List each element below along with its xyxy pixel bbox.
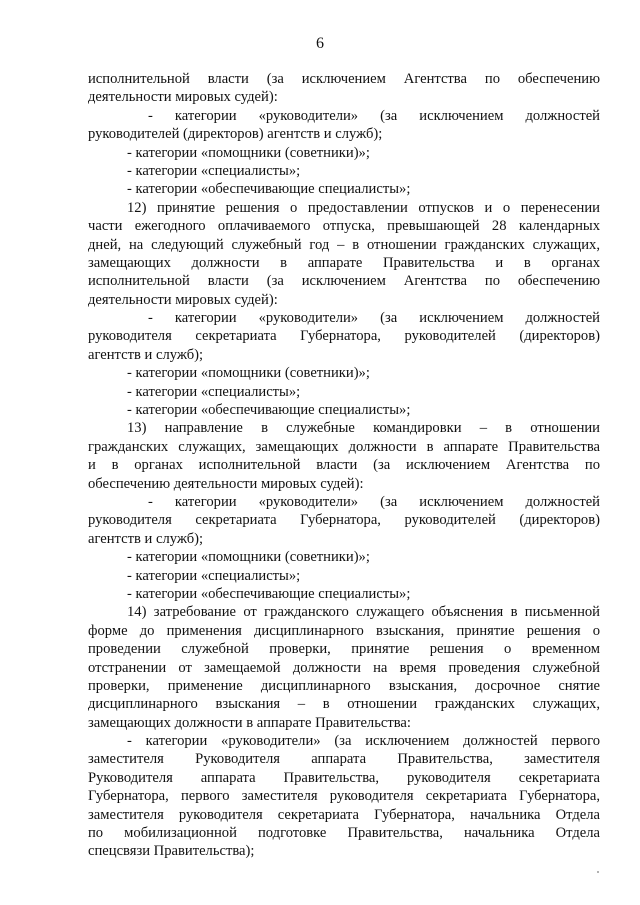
text-line: руководителя секретариата Губернатора, руководителей (директоров) <box>88 328 600 345</box>
text-line: исполнительной власти (за исключением Агентства по обеспечению <box>88 71 600 87</box>
text-line: 12) принятие решения о предоставлении отпусков и о перенесении <box>127 199 600 216</box>
text-line: агентств и служб); <box>88 346 204 363</box>
text-line: - категории «руководители» (за исключением должностей <box>148 310 600 327</box>
text-line: - категории «руководители» (за исключением должностей первого <box>127 733 600 750</box>
text-line: Руководителя аппарата Правительства, руководителя секретариата <box>88 769 600 786</box>
text-line: - категории «помощники (советники)»; <box>127 549 370 566</box>
text-line: отстранении от замещаемой должности на время проведения служебной <box>88 659 600 676</box>
text-line: руководителей (директоров) агентств и служб); <box>88 126 383 143</box>
text-line: - категории «специалисты»; <box>127 162 301 179</box>
text-line: и в органах исполнительной власти (за исключением Агентства по <box>88 457 600 474</box>
text-line: обеспечению деятельности мировых судей): <box>88 475 364 492</box>
text-line: руководителя секретариата Губернатора, руководителей (директоров) <box>88 512 600 529</box>
text-line: дисциплинарного взыскания – в отношении гражданских служащих, <box>88 696 600 713</box>
scan-speck <box>597 871 599 873</box>
text-line: проведении служебной проверки, принятие решения о временном <box>88 641 600 658</box>
text-line: агентств и служб); <box>88 530 204 547</box>
text-line: - категории «специалисты»; <box>127 567 301 584</box>
text-line: - категории «обеспечивающие специалисты»; <box>127 585 411 602</box>
text-line: дней, на следующий служебный год – в отношении гражданских служащих, <box>88 236 600 253</box>
text-line: форме до применения дисциплинарного взыскания, принятие решения о <box>88 622 600 639</box>
text-line: исполнительной власти (за исключением Агентства по обеспечению <box>88 273 600 290</box>
text-line: деятельности мировых судей): <box>88 291 278 308</box>
text-line: проверки, применение дисциплинарного взыскания, досрочное снятие <box>88 677 600 694</box>
text-line: - категории «обеспечивающие специалисты»; <box>127 402 411 419</box>
text-line: заместителя Руководителя аппарата Правительства, заместителя <box>88 751 600 768</box>
text-line: Губернатора, первого заместителя руководителя секретариата Губернатора, <box>88 788 600 805</box>
text-line: - категории «помощники (советники)»; <box>127 144 370 161</box>
text-line: заместителя руководителя секретариата Губернатора, начальника Отдела <box>88 806 600 823</box>
text-line: 14) затребование от гражданского служащего объяснения в письменной <box>127 604 600 621</box>
document-body <box>88 70 600 861</box>
text-line: - категории «руководители» (за исключением должностей <box>148 493 600 510</box>
text-line: замещающих должности в аппарате Правительства: <box>88 714 411 731</box>
text-line: 13) направление в служебные командировки – в отношении <box>127 420 600 437</box>
page-number: 6 <box>316 35 324 52</box>
text-line: деятельности мировых судей): <box>88 89 278 106</box>
text-line: гражданских служащих, замещающих должности в аппарате Правительства <box>88 438 600 455</box>
text-line: - категории «обеспечивающие специалисты»; <box>127 181 411 198</box>
text-line: спецсвязи Правительства); <box>88 843 255 860</box>
text-line: - категории «специалисты»; <box>127 383 301 400</box>
text-line: замещающих должности в аппарате Правительства и в органах <box>88 254 600 271</box>
text-line: по мобилизационной подготовке Правительства, начальника Отдела <box>88 825 600 842</box>
text-line: - категории «руководители» (за исключением должностей <box>148 107 600 124</box>
text-line: - категории «помощники (советники)»; <box>127 365 370 382</box>
text-line: части ежегодного оплачиваемого отпуска, превышающей 28 календарных <box>88 218 600 235</box>
